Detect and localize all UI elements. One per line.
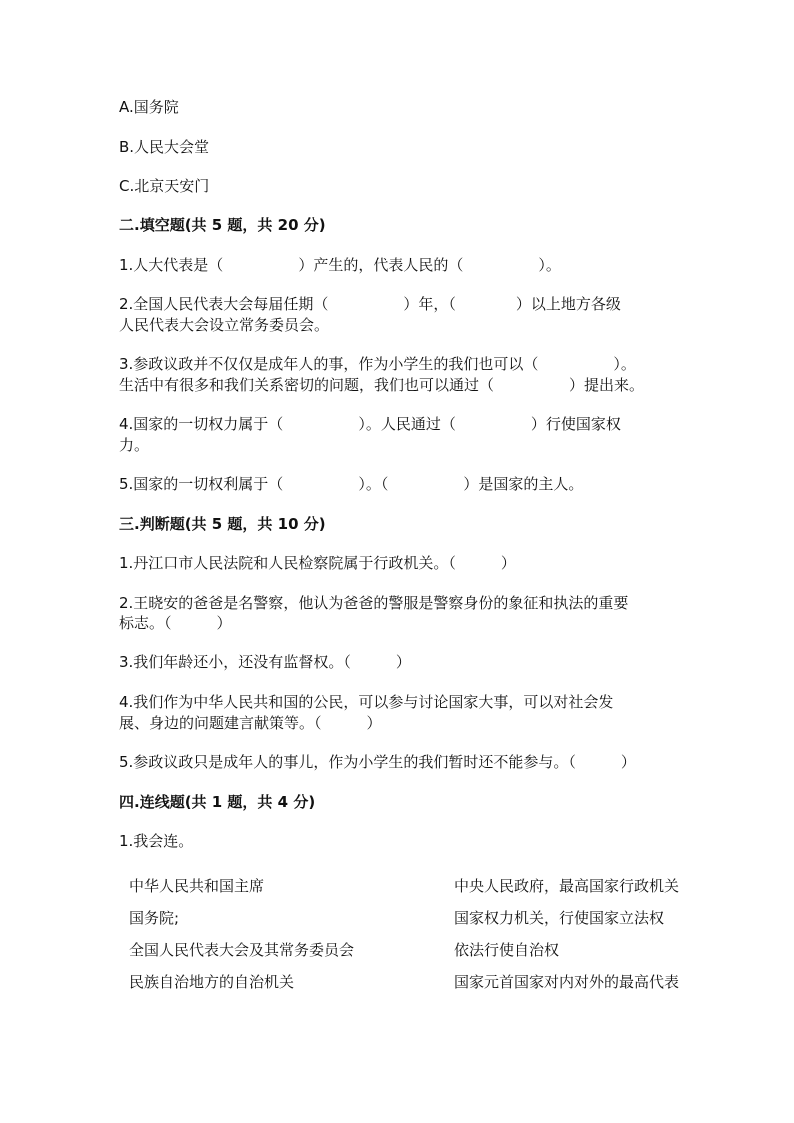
choice-option-b: B.人民大会堂 [119, 138, 210, 156]
matching-right-item-4: 国家元首国家对内对外的最高代表 [454, 973, 680, 991]
fill-blank-question-2-line-2: 人民代表大会设立常务委员会。 [119, 316, 330, 334]
true-false-question-4-line-1: 4.我们作为中华人民共和国的公民，可以参与讨论国家大事，可以对社会发 [119, 693, 614, 711]
fill-blank-question-2-line-1: 2.全国人民代表大会每届任期（ ）年，（ ）以上地方各级 [119, 295, 621, 313]
matching-right-item-1: 中央人民政府，最高国家行政机关 [454, 877, 680, 895]
matching-left-item-4: 民族自治地方的自治机关 [129, 973, 295, 991]
fill-blank-question-4-line-2: 力。 [119, 436, 150, 454]
fill-blank-question-4-line-1: 4.国家的一切权力属于（ ）。人民通过（ ）行使国家权 [119, 415, 621, 433]
section-heading-matching: 四.连线题(共 1 题，共 4 分) [119, 793, 316, 811]
fill-blank-question-5: 5.国家的一切权利属于（ ）。（ ）是国家的主人。 [119, 475, 584, 493]
fill-blank-question-1: 1.人大代表是（ ）产生的，代表人民的（ ）。 [119, 256, 561, 274]
true-false-question-4-line-2: 展、身边的问题建言献策等。（ ） [119, 714, 382, 732]
true-false-question-2-line-2: 标志。（ ） [119, 614, 232, 632]
matching-right-item-2: 国家权力机关，行使国家立法权 [454, 909, 665, 927]
matching-left-item-2: 国务院; [129, 909, 180, 927]
true-false-question-5: 5.参政议政只是成年人的事儿，作为小学生的我们暂时还不能参与。（ ） [119, 753, 636, 771]
matching-right-item-3: 依法行使自治权 [454, 941, 560, 959]
section-heading-fill-blank: 二.填空题(共 5 题，共 20 分) [119, 216, 326, 234]
matching-question-1: 1.我会连。 [119, 832, 194, 850]
matching-left-item-3: 全国人民代表大会及其常务委员会 [129, 941, 355, 959]
fill-blank-question-3-line-2: 生活中有很多和我们关系密切的问题，我们也可以通过（ ）提出来。 [119, 376, 645, 394]
true-false-question-3: 3.我们年龄还小，还没有监督权。（ ） [119, 653, 411, 671]
fill-blank-question-3-line-1: 3.参政议政并不仅仅是成年人的事，作为小学生的我们也可以（ ）。 [119, 355, 636, 373]
true-false-question-1: 1.丹江口市人民法院和人民检察院属于行政机关。（ ） [119, 554, 516, 572]
section-heading-true-false: 三.判断题(共 5 题，共 10 分) [119, 515, 326, 533]
choice-option-a: A.国务院 [119, 98, 179, 116]
true-false-question-2-line-1: 2.王晓安的爸爸是名警察，他认为爸爸的警服是警察身份的象征和执法的重要 [119, 594, 629, 612]
choice-option-c: C.北京天安门 [119, 177, 210, 195]
matching-left-item-1: 中华人民共和国主席 [129, 877, 265, 895]
